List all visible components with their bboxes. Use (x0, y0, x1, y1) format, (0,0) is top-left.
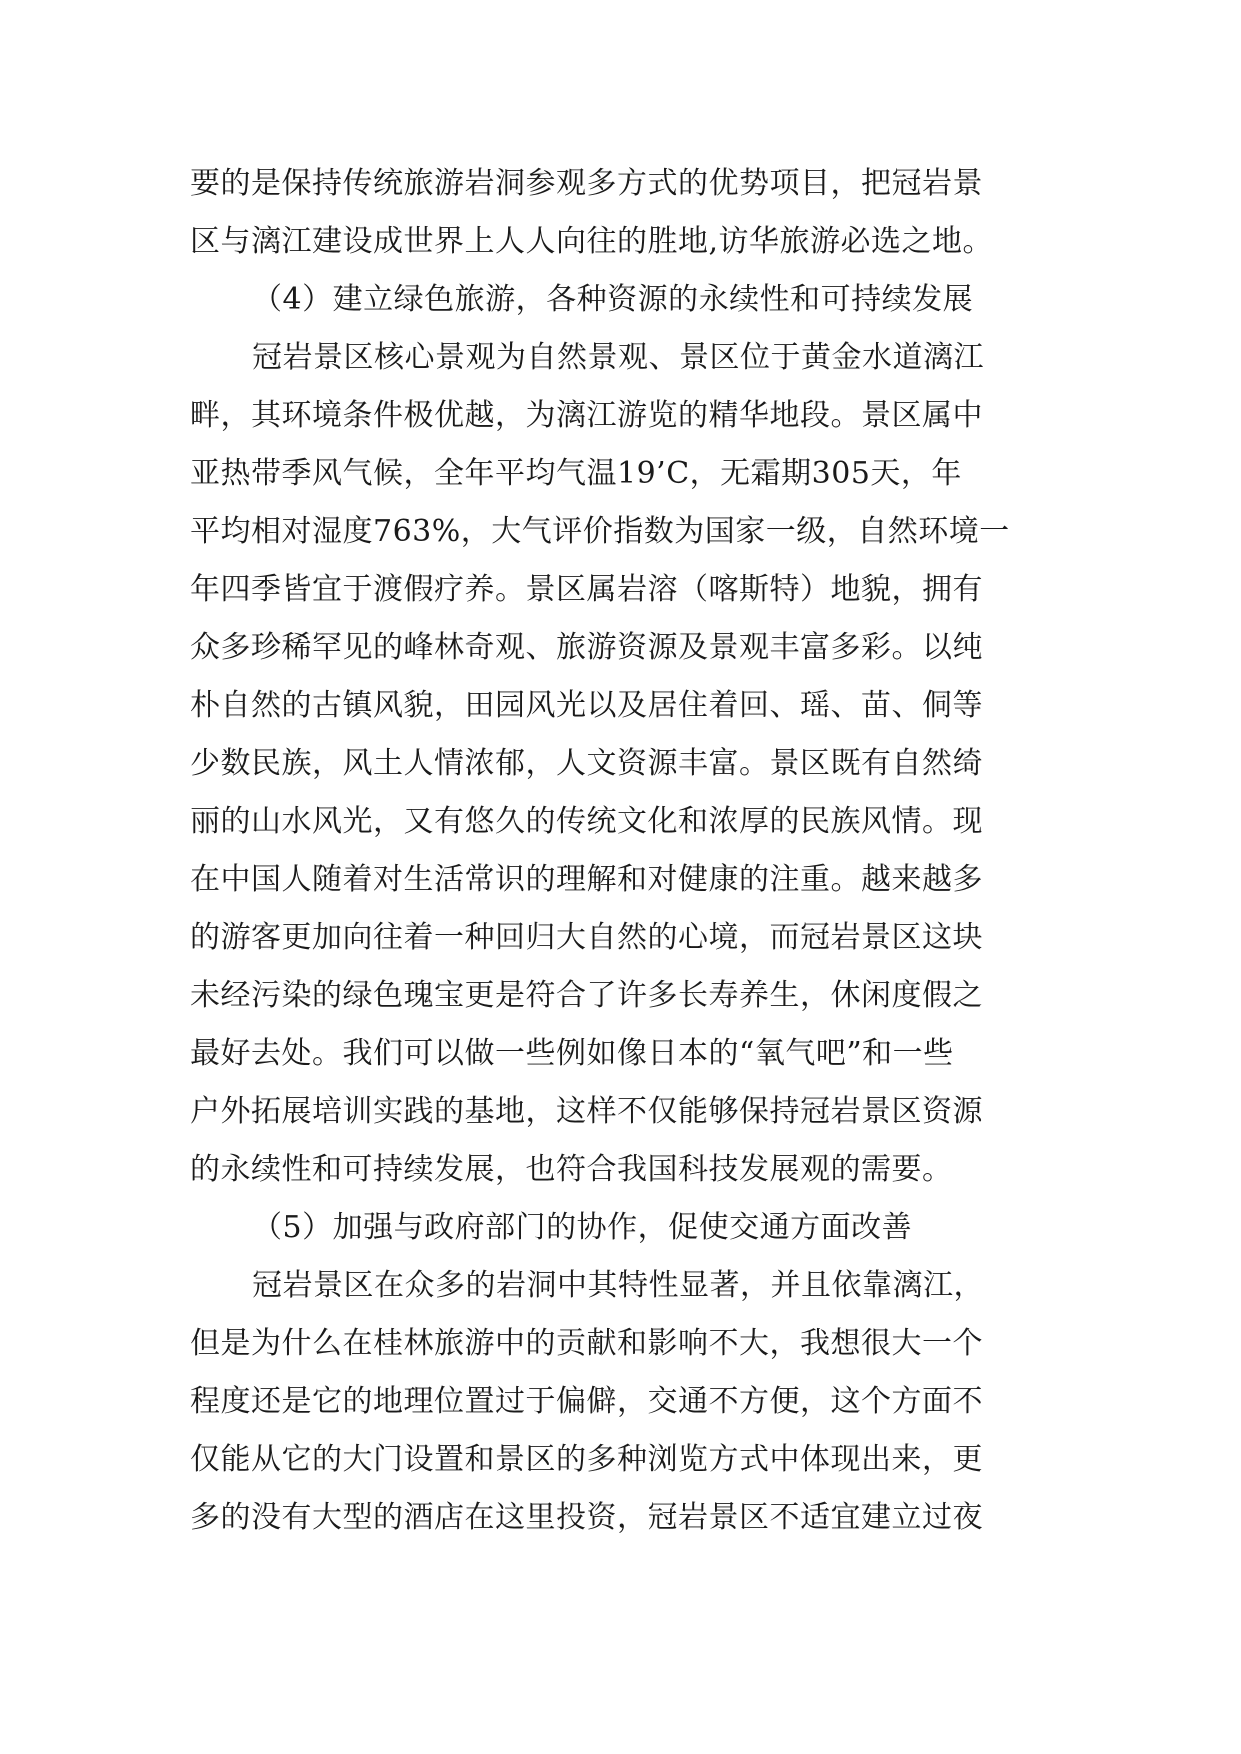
paragraph-line: 平均相对湿度763%，大气评价指数为国家一级，自然环境一 (190, 514, 1010, 549)
paragraph-line: 程度还是它的地理位置过于偏僻，交通不方便，这个方面不 (190, 1384, 983, 1419)
paragraph-line: 仅能从它的大门设置和景区的多种浏览方式中体现出来，更 (190, 1442, 983, 1477)
paragraph-line: 要的是保持传统旅游岩洞参观多方式的优势项目，把冠岩景 (190, 166, 983, 201)
paragraph-line: 的永续性和可持续发展，也符合我国科技发展观的需要。 (190, 1152, 953, 1187)
paragraph-line: 冠岩景区在众多的岩洞中其特性显著，并且依靠漓江， (252, 1268, 984, 1303)
paragraph-line: 朴自然的古镇风貌，田园风光以及居住着回、瑶、苗、侗等 (190, 688, 983, 723)
paragraph-line: 众多珍稀罕见的峰林奇观、旅游资源及景观丰富多彩。以纯 (190, 630, 983, 665)
section-heading: （5）加强与政府部门的协作，促使交通方面改善 (252, 1210, 913, 1245)
paragraph-line: 户外拓展培训实践的基地，这样不仅能够保持冠岩景区资源 (190, 1094, 983, 1129)
paragraph-line: 少数民族，风土人情浓郁，人文资源丰富。景区既有自然绮 (190, 746, 983, 781)
paragraph-line: 亚热带季风气候，全年平均气温19’C，无霜期305天，年 (190, 456, 962, 491)
paragraph-line: 最好去处。我们可以做一些例如像日本的“氧气吧”和一些 (190, 1036, 954, 1071)
paragraph-line: 多的没有大型的酒店在这里投资，冠岩景区不适宜建立过夜 (190, 1500, 983, 1535)
paragraph-line: 区与漓江建设成世界上人人向往的胜地,访华旅游必选之地。 (190, 224, 994, 259)
paragraph-line: 冠岩景区核心景观为自然景观、景区位于黄金水道漓江 (252, 340, 984, 375)
section-heading: （4）建立绿色旅游，各种资源的永续性和可持续发展 (252, 282, 974, 317)
paragraph-line: 的游客更加向往着一种回归大自然的心境，而冠岩景区这块 (190, 920, 983, 955)
paragraph-line: 未经污染的绿色瑰宝更是符合了许多长寿养生，休闲度假之 (190, 978, 983, 1013)
paragraph-line: 丽的山水风光，又有悠久的传统文化和浓厚的民族风情。现 (190, 804, 983, 839)
paragraph-line: 畔，其环境条件极优越，为漓江游览的精华地段。景区属中 (190, 398, 983, 433)
paragraph-line: 但是为什么在桂林旅游中的贡献和影响不大，我想很大一个 (190, 1326, 983, 1361)
paragraph-line: 在中国人随着对生活常识的理解和对健康的注重。越来越多 (190, 862, 983, 897)
paragraph-line: 年四季皆宜于渡假疗养。景区属岩溶（喀斯特）地貌，拥有 (190, 572, 983, 607)
